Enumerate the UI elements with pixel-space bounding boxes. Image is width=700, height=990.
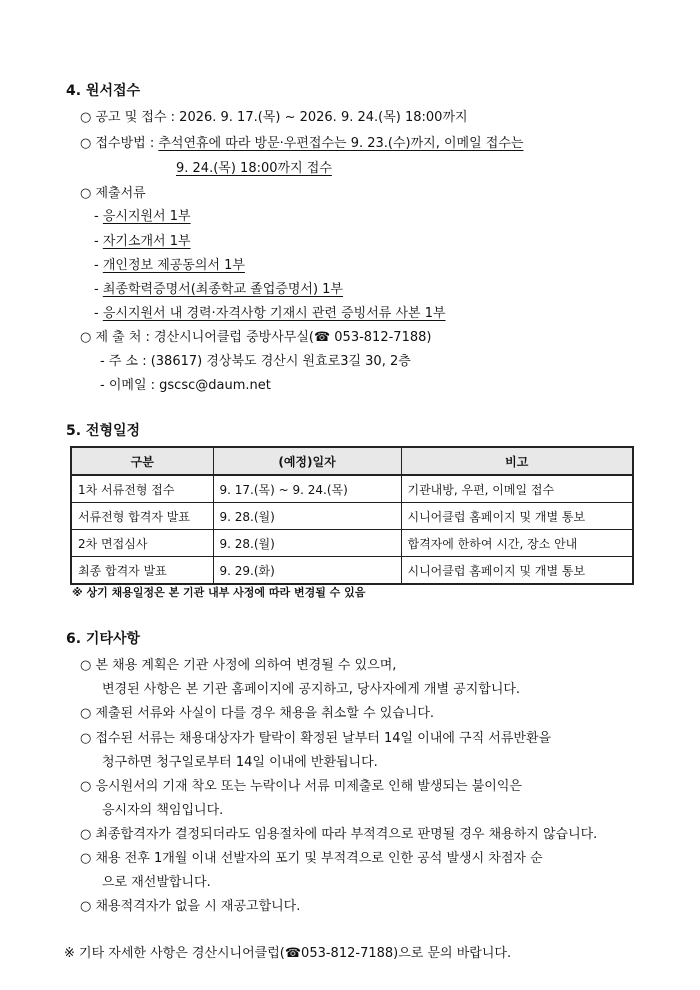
other-item: ○ 본 채용 계획은 기관 사정에 의하여 변경될 수 있으며, <box>80 658 397 673</box>
other-item-cont: 청구하면 청구일로부터 14일 이내에 반환됩니다. <box>102 755 378 770</box>
schedule-note: ※ 상기 채용일정은 본 기관 내부 사정에 따라 변경될 수 있음 <box>72 586 366 599</box>
cell-category: 최종 합격자 발표 <box>71 557 213 585</box>
cell-remark: 시니어클럽 홈페이지 및 개별 통보 <box>401 557 633 585</box>
other-item-cont: 응시자의 책임입니다. <box>102 803 224 818</box>
col-header-remark: 비고 <box>401 447 633 475</box>
document-item: - 응시지원서 1부 <box>94 209 191 224</box>
cell-remark: 기관내방, 우편, 이메일 접수 <box>401 475 633 503</box>
other-item: ○ 채용 전후 1개월 이내 선발자의 포기 및 부적격으로 인한 공석 발생시 차점자 순 <box>80 851 543 866</box>
other-item-cont: 변경된 사항은 본 기관 홈페이지에 공지하고, 당사자에게 개별 공지합니다. <box>102 682 521 697</box>
footer-contact: ※ 기타 자세한 사항은 경산시니어클럽(☎053-812-7188)으로 문의 바랍니다. <box>64 946 512 961</box>
other-item-cont: 으로 재선발합니다. <box>102 875 211 890</box>
cell-category: 서류전형 합격자 발표 <box>71 503 213 530</box>
document-item: - 자기소개서 1부 <box>94 234 191 249</box>
section-4-title: 4. 원서접수 <box>66 83 141 99</box>
other-item: ○ 최종합격자가 결정되더라도 임용절차에 따라 부적격으로 판명될 경우 채용하지 않습니다. <box>80 827 598 842</box>
document-item: - 개인정보 제공동의서 1부 <box>94 258 245 273</box>
section-6-title: 6. 기타사항 <box>66 631 141 647</box>
cell-remark: 합격자에 한하여 시간, 장소 안내 <box>401 530 633 557</box>
application-period: ○ 공고 및 접수 : 2026. 9. 17.(목) ~ 2026. 9. 24.(목) 18:00까지 <box>80 110 468 125</box>
other-item: ○ 채용적격자가 없을 시 재공고합니다. <box>80 899 301 914</box>
col-header-date: (예정)일자 <box>213 447 401 475</box>
other-item: ○ 제출된 서류와 사실이 다를 경우 채용을 취소할 수 있습니다. <box>80 706 435 721</box>
submission-office: ○ 제 출 처 : 경산시니어클럽 중방사무실(☎ 053-812-7188) <box>80 330 432 345</box>
cell-remark: 시니어클럽 홈페이지 및 개별 통보 <box>401 503 633 530</box>
application-method-cont: 9. 24.(목) 18:00까지 접수 <box>176 161 332 176</box>
cell-date: 9. 28.(월) <box>213 503 401 530</box>
other-item: ○ 접수된 서류는 채용대상자가 탈락이 확정된 날부터 14일 이내에 구직 서류반환을 <box>80 731 552 746</box>
application-method-label: ○ 접수방법 : <box>80 136 159 151</box>
cell-category: 1차 서류전형 접수 <box>71 475 213 503</box>
submission-address: - 주 소 : (38617) 경상북도 경산시 원효로3길 30, 2층 <box>100 354 411 369</box>
table-header-row <box>71 447 633 475</box>
document-item: - 응시지원서 내 경력·자격사항 기재시 관련 증빙서류 사본 1부 <box>94 306 446 321</box>
cell-date: 9. 28.(월) <box>213 530 401 557</box>
cell-date: 9. 29.(화) <box>213 557 401 585</box>
table-row <box>71 475 633 503</box>
documents-heading: ○ 제출서류 <box>80 186 146 201</box>
application-method-text: 추석연휴에 따라 방문·우편접수는 9. 23.(수)까지, 이메일 접수는 <box>158 136 524 151</box>
schedule-table <box>70 446 634 585</box>
table-row <box>71 530 633 557</box>
cell-category: 2차 면접심사 <box>71 530 213 557</box>
submission-email: - 이메일 : gscsc@daum.net <box>100 378 271 393</box>
col-header-category: 구분 <box>71 447 213 475</box>
table-row <box>71 503 633 530</box>
table-row <box>71 557 633 585</box>
other-item: ○ 응시원서의 기재 착오 또는 누락이나 서류 미제출로 인해 발생되는 불이익은 <box>80 779 522 794</box>
cell-date: 9. 17.(목) ~ 9. 24.(목) <box>213 475 401 503</box>
section-5-title: 5. 전형일정 <box>66 423 141 439</box>
document-item: - 최종학력증명서(최종학교 졸업증명서) 1부 <box>94 282 343 297</box>
application-method <box>80 132 523 151</box>
